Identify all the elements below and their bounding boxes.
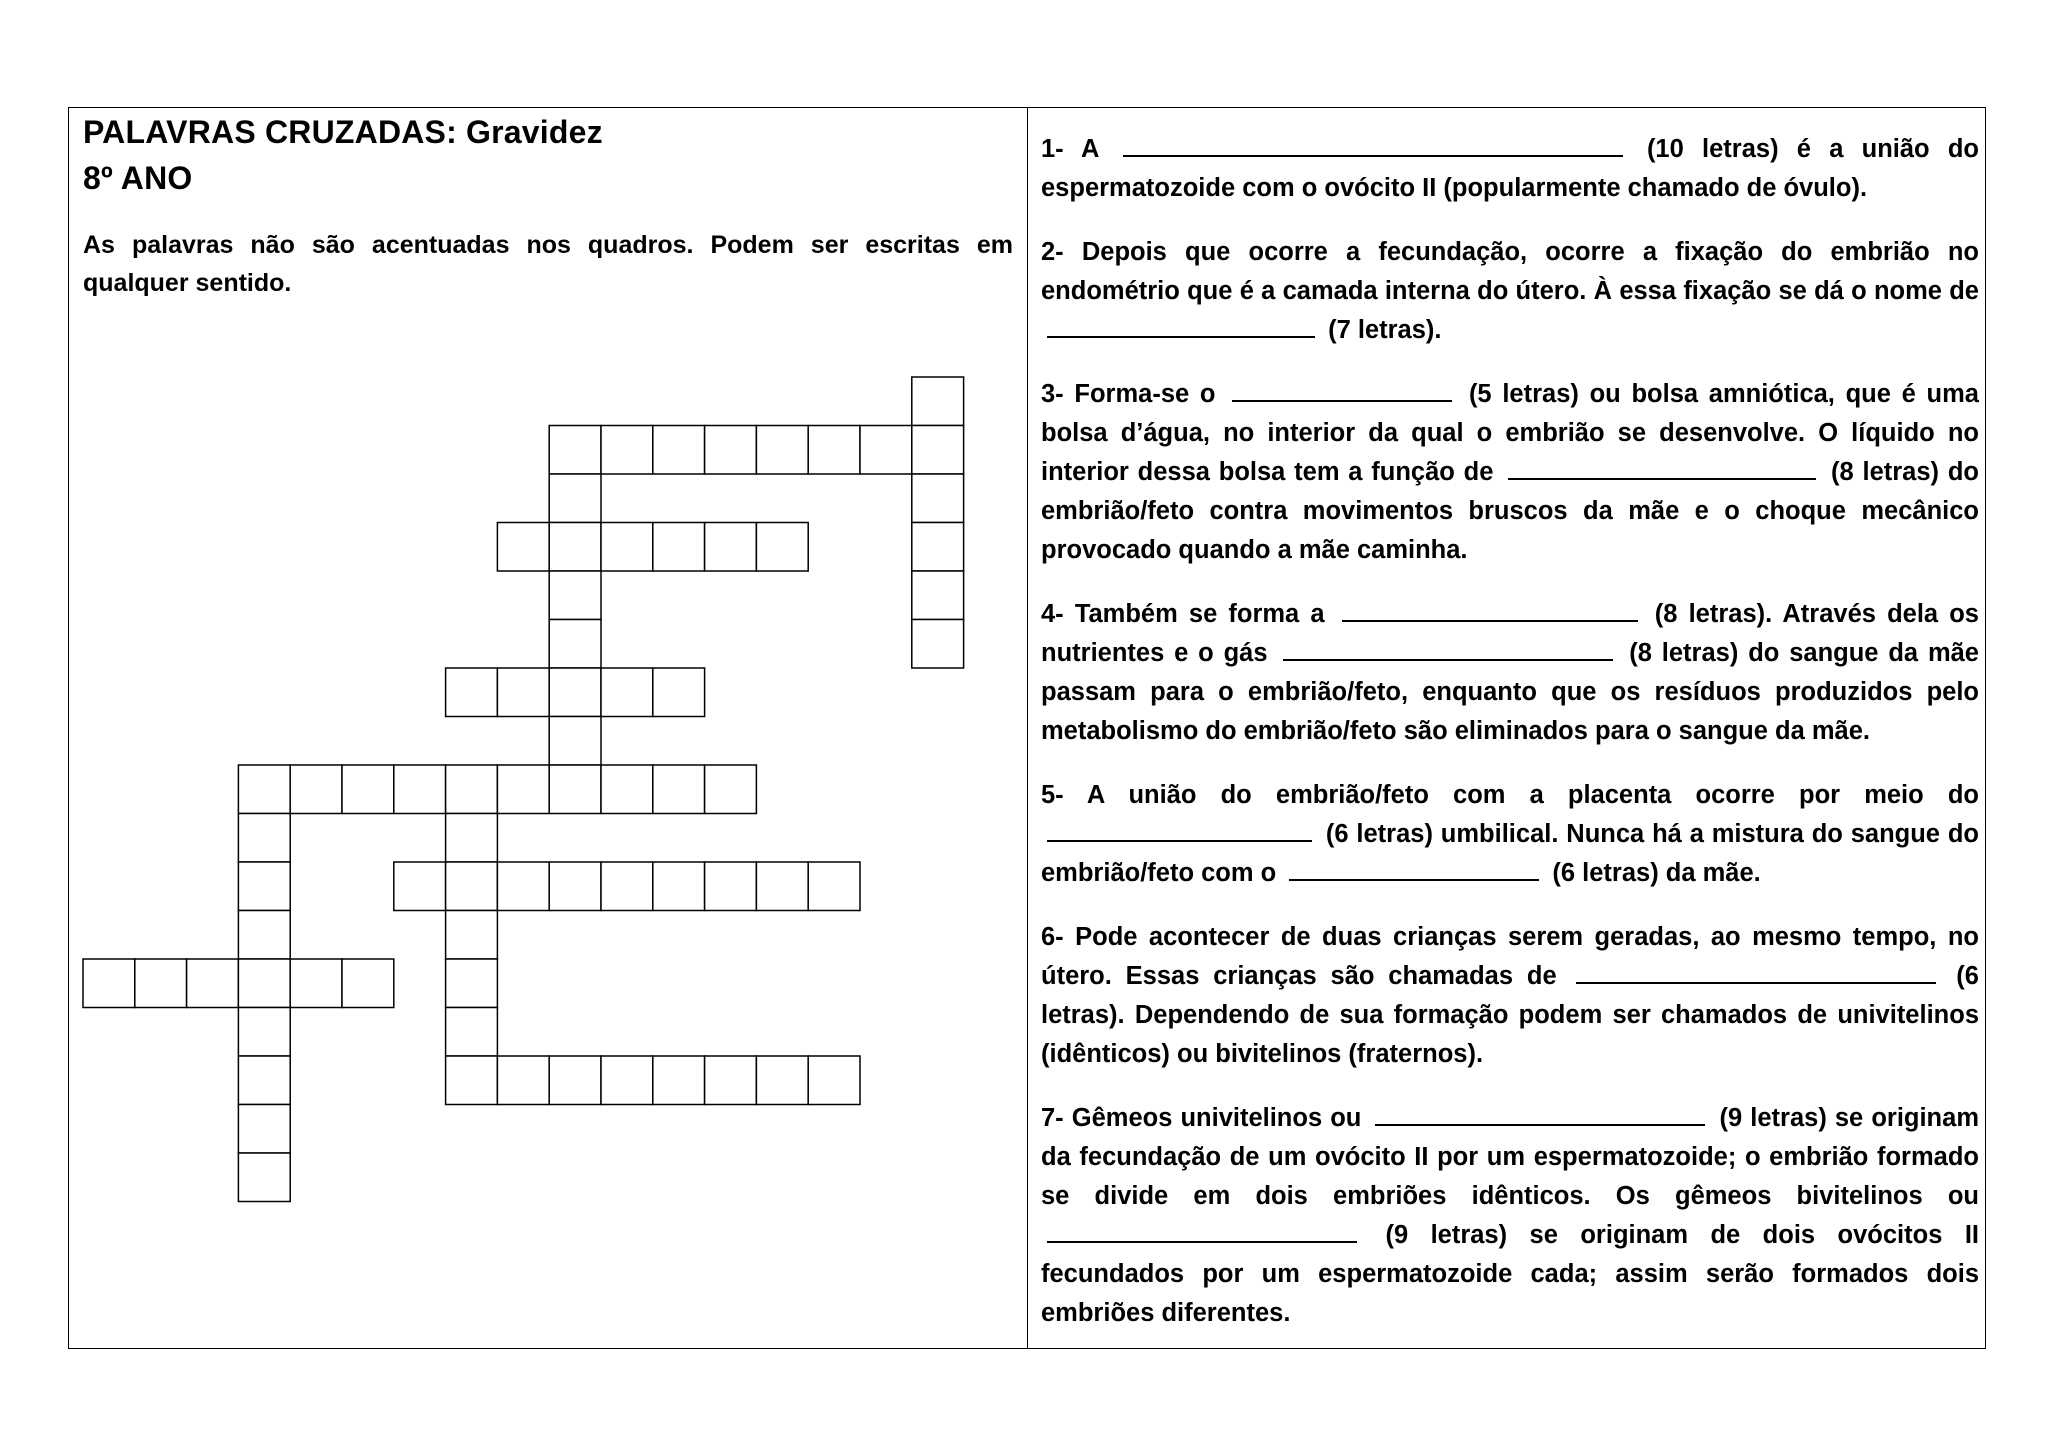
clue-text: Gêmeos univitelinos ou <box>1071 1104 1362 1132</box>
crossword-cell[interactable] <box>653 765 705 814</box>
crossword-cell[interactable] <box>808 426 860 475</box>
crossword-cell[interactable] <box>705 426 757 475</box>
answer-blank[interactable] <box>1508 454 1816 480</box>
crossword-cell[interactable] <box>342 959 394 1008</box>
clue-text: (7 letras). <box>1328 316 1442 344</box>
crossword-cell[interactable] <box>601 668 653 717</box>
crossword-cell[interactable] <box>549 717 601 766</box>
crossword-cell[interactable] <box>497 523 549 572</box>
answer-blank[interactable] <box>1289 855 1539 881</box>
crossword-cell[interactable] <box>912 571 964 620</box>
crossword-cell[interactable] <box>808 862 860 911</box>
clue-number: 3- <box>1041 380 1064 408</box>
answer-blank[interactable] <box>1232 376 1452 402</box>
crossword-cell[interactable] <box>601 1056 653 1105</box>
clue-number: 2- <box>1041 238 1064 266</box>
clue-text: (9 letras) se originam de dois ovócitos II fecundados por um espermatozoide cada; assim serão formados dois embriões diferentes. <box>1041 1221 1979 1327</box>
crossword-cell[interactable] <box>238 1056 290 1105</box>
crossword-cell[interactable] <box>238 1105 290 1154</box>
clue-text: (10 letras) é a união do espermatozoide com o ovócito II (popularmente chamado de óvulo). <box>1041 135 1979 202</box>
crossword-cell[interactable] <box>653 862 705 911</box>
clue-text: Pode acontecer de duas crianças serem geradas, ao mesmo tempo, no útero. Essas crianças são chamadas de <box>1041 923 1979 990</box>
answer-blank[interactable] <box>1047 816 1312 842</box>
clue-number: 4- <box>1041 600 1064 628</box>
answer-blank[interactable] <box>1047 312 1315 338</box>
crossword-cell[interactable] <box>756 862 808 911</box>
crossword-cell[interactable] <box>756 523 808 572</box>
crossword-cell[interactable] <box>549 862 601 911</box>
crossword-cell[interactable] <box>446 1008 498 1057</box>
crossword-cell[interactable] <box>549 523 601 572</box>
clue-text: A <box>1080 135 1099 163</box>
crossword-cell[interactable] <box>653 668 705 717</box>
answer-blank[interactable] <box>1375 1100 1705 1126</box>
crossword-cell[interactable] <box>497 862 549 911</box>
crossword-cell[interactable] <box>238 1008 290 1057</box>
crossword-cell[interactable] <box>446 1056 498 1105</box>
crossword-cell[interactable] <box>756 1056 808 1105</box>
clue-text: (6 letras) da mãe. <box>1552 859 1761 887</box>
instructions: As palavras não são acentuadas nos quadros. Podem ser escritas em qualquer sentido. <box>83 231 1013 297</box>
crossword-cell[interactable] <box>446 765 498 814</box>
crossword-cell[interactable] <box>446 668 498 717</box>
clue-2 <box>1041 233 1979 350</box>
crossword-cell[interactable] <box>446 862 498 911</box>
crossword-grid <box>69 108 1027 1350</box>
crossword-cell[interactable] <box>912 377 964 426</box>
crossword-cell[interactable] <box>342 765 394 814</box>
crossword-cell[interactable] <box>549 571 601 620</box>
crossword-cell[interactable] <box>290 959 342 1008</box>
crossword-cell[interactable] <box>238 765 290 814</box>
clue-1 <box>1041 130 1979 208</box>
clue-text: (6 letras) umbilical. Nunca há a mistura do sangue do embrião/feto com o <box>1041 820 1980 887</box>
clue-text: (9 letras) se originam da fecundação de um ovócito II por um espermatozoide; o embrião formado se divide em dois embriões idênticos. Os gêmeos bivitelinos ou <box>1041 1104 1979 1210</box>
clue-number: 6- <box>1041 923 1064 951</box>
clues-panel <box>1029 108 1985 1348</box>
clue-text: Forma-se o <box>1074 380 1216 408</box>
answer-blank[interactable] <box>1283 635 1613 661</box>
clue-3 <box>1041 375 1979 570</box>
crossword-cell[interactable] <box>187 959 239 1008</box>
clue-list <box>1041 130 1979 1358</box>
answer-blank[interactable] <box>1047 1217 1357 1243</box>
column-divider <box>1027 108 1028 1348</box>
crossword-cell[interactable] <box>83 959 135 1008</box>
answer-blank[interactable] <box>1123 131 1623 157</box>
clue-text: (8 letras) do sangue da mãe passam para o embrião/feto, enquanto que os resíduos produzidos pelo metabolismo do embrião/feto são eliminados para o sangue da mãe. <box>1041 639 1979 745</box>
crossword-cell[interactable] <box>238 1153 290 1202</box>
crossword-cell[interactable] <box>912 474 964 523</box>
crossword-cell[interactable] <box>705 1056 757 1105</box>
crossword-cell[interactable] <box>446 959 498 1008</box>
crossword-cell[interactable] <box>808 1056 860 1105</box>
crossword-cell[interactable] <box>446 911 498 960</box>
crossword-cell[interactable] <box>549 668 601 717</box>
crossword-cell[interactable] <box>135 959 187 1008</box>
crossword-cell[interactable] <box>912 523 964 572</box>
crossword-panel <box>69 108 1027 1348</box>
crossword-cell[interactable] <box>497 765 549 814</box>
clue-text: (5 letras) ou bolsa amniótica, que é uma bolsa d’água, no interior da qual o embrião se desenvolve. O líquido no interior dessa bolsa tem a função de <box>1041 380 1979 486</box>
crossword-cell[interactable] <box>238 814 290 863</box>
crossword-cell[interactable] <box>601 862 653 911</box>
crossword-cell[interactable] <box>290 765 342 814</box>
crossword-cell[interactable] <box>238 911 290 960</box>
clue-text: (8 letras) do embrião/feto contra movimentos bruscos da mãe e o choque mecânico provocado quando a mãe caminha. <box>1041 458 1979 564</box>
crossword-cell[interactable] <box>912 426 964 475</box>
crossword-cell[interactable] <box>549 620 601 669</box>
crossword-cell[interactable] <box>653 426 705 475</box>
crossword-cell[interactable] <box>653 523 705 572</box>
clue-6 <box>1041 918 1979 1074</box>
clue-number: 5- <box>1041 781 1064 809</box>
clue-7 <box>1041 1099 1979 1333</box>
crossword-cell[interactable] <box>756 426 808 475</box>
crossword-cell[interactable] <box>601 765 653 814</box>
clue-text: A união do embrião/feto com a placenta ocorre por meio do <box>1086 781 1979 809</box>
clue-text: (6 letras). Dependendo de sua formação podem ser chamados de univitelinos (idênticos) ou bivitelinos (fraternos). <box>1041 962 1979 1068</box>
crossword-cell[interactable] <box>912 620 964 669</box>
crossword-cell[interactable] <box>601 523 653 572</box>
crossword-cell[interactable] <box>497 1056 549 1105</box>
crossword-cell[interactable] <box>549 474 601 523</box>
answer-blank[interactable] <box>1576 958 1936 984</box>
crossword-cell[interactable] <box>549 765 601 814</box>
crossword-cell[interactable] <box>549 426 601 475</box>
answer-blank[interactable] <box>1342 596 1638 622</box>
crossword-cell[interactable] <box>394 765 446 814</box>
clue-text: (8 letras). Através dela os nutrientes e o gás <box>1041 600 1979 667</box>
clue-number: 7- <box>1041 1104 1064 1132</box>
crossword-cell[interactable] <box>705 862 757 911</box>
clue-5 <box>1041 776 1979 893</box>
crossword-cell[interactable] <box>549 1056 601 1105</box>
crossword-cell[interactable] <box>705 765 757 814</box>
clue-number: 1- <box>1041 135 1064 163</box>
crossword-cell[interactable] <box>497 668 549 717</box>
crossword-cell[interactable] <box>860 426 912 475</box>
crossword-cell[interactable] <box>394 862 446 911</box>
clue-text: Depois que ocorre a fecundação, ocorre a fixação do embrião no endométrio que é a camada interna do útero. À essa fixação se dá o nome de <box>1041 238 1979 305</box>
crossword-cell[interactable] <box>238 862 290 911</box>
crossword-cell[interactable] <box>705 523 757 572</box>
crossword-cell[interactable] <box>238 959 290 1008</box>
crossword-cell[interactable] <box>446 814 498 863</box>
clue-4 <box>1041 595 1979 751</box>
worksheet <box>68 107 1986 1349</box>
clue-text: Também se forma a <box>1074 600 1325 628</box>
grade-label: 8º ANO <box>83 160 193 196</box>
crossword-cell[interactable] <box>601 426 653 475</box>
crossword-cell[interactable] <box>653 1056 705 1105</box>
worksheet-title: PALAVRAS CRUZADAS: Gravidez <box>83 114 603 150</box>
